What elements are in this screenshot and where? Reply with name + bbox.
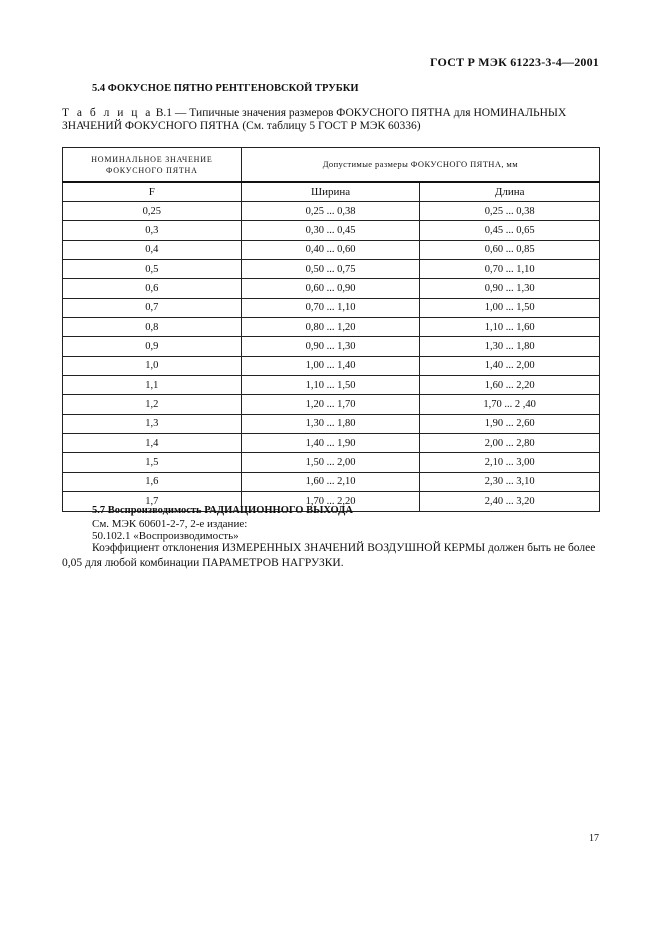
cell-nominal-f: 1,5 <box>63 453 242 472</box>
cell-length-range: 0,60 ... 0,85 <box>420 240 600 259</box>
table-row <box>63 376 600 395</box>
cell-width-range: 0,60 ... 0,90 <box>241 279 420 298</box>
cell-nominal-f: 1,4 <box>63 434 242 453</box>
table-row <box>63 202 600 221</box>
cell-width-range: 0,70 ... 1,10 <box>241 298 420 317</box>
page-number: 17 <box>589 833 599 844</box>
cell-width-range: 1,10 ... 1,50 <box>241 376 420 395</box>
cell-length-range: 2,40 ... 3,20 <box>420 492 600 511</box>
cell-width-range: 0,80 ... 1,20 <box>241 318 420 337</box>
cell-width-range: 0,90 ... 1,30 <box>241 337 420 356</box>
cell-length-range: 1,70 ... 2 ,40 <box>420 395 600 414</box>
cell-length-range: 2,00 ... 2,80 <box>420 434 600 453</box>
cell-length-range: 0,90 ... 1,30 <box>420 279 600 298</box>
section-5-4-title: 5.4 ФОКУСНОЕ ПЯТНО РЕНТГЕНОВСКОЙ ТРУБКИ <box>92 83 359 94</box>
cell-length-range: 1,60 ... 2,20 <box>420 376 600 395</box>
table-row <box>63 337 600 356</box>
table-caption-label: Т а б л и ц а <box>62 107 153 119</box>
cell-length-range: 1,10 ... 1,60 <box>420 318 600 337</box>
cell-length-range: 0,45 ... 0,65 <box>420 221 600 240</box>
cell-nominal-f: 0,9 <box>63 337 242 356</box>
table-row <box>63 472 600 491</box>
cell-nominal-f: 1,1 <box>63 376 242 395</box>
cell-width-range: 1,20 ... 1,70 <box>241 395 420 414</box>
table-caption-text: В.1 — Типичные значения размеров ФОКУСНОГО ПЯТНА для НОМИНАЛЬНЫХ ЗНАЧЕНИЙ ФОКУСНОГО ПЯТНА (См. таблицу 5 ГОСТ Р МЭК 60336) <box>62 107 567 132</box>
cell-width-range: 0,25 ... 0,38 <box>241 202 420 221</box>
cell-width-range: 1,00 ... 1,40 <box>241 356 420 375</box>
header-permissible-dimensions: Допустимые размеры ФОКУСНОГО ПЯТНА, мм <box>241 148 599 183</box>
table-row <box>63 356 600 375</box>
cell-length-range: 0,70 ... 1,10 <box>420 260 600 279</box>
header-length: Длина <box>420 182 600 202</box>
cell-length-range: 2,30 ... 3,10 <box>420 472 600 491</box>
cell-length-range: 1,90 ... 2,60 <box>420 414 600 433</box>
table-row <box>63 318 600 337</box>
table-row <box>63 298 600 317</box>
cell-width-range: 1,40 ... 1,90 <box>241 434 420 453</box>
cell-nominal-f: 0,6 <box>63 279 242 298</box>
cell-length-range: 0,25 ... 0,38 <box>420 202 600 221</box>
header-f: F <box>63 182 242 202</box>
table-row <box>63 395 600 414</box>
cell-nominal-f: 0,7 <box>63 298 242 317</box>
cell-length-range: 1,00 ... 1,50 <box>420 298 600 317</box>
header-nominal-value: НОМИНАЛЬНОЕ ЗНАЧЕНИЕ ФОКУСНОГО ПЯТНА <box>63 148 242 183</box>
cell-width-range: 0,50 ... 0,75 <box>241 260 420 279</box>
cell-nominal-f: 0,5 <box>63 260 242 279</box>
document-code-header: ГОСТ Р МЭК 61223-3-4—2001 <box>430 55 599 69</box>
cell-width-range: 1,70 ... 2,20 <box>241 492 420 511</box>
table-caption <box>62 107 600 133</box>
requirement-paragraph: Коэффициент отклонения ИЗМЕРЕННЫХ ЗНАЧЕНИЙ ВОЗДУШНОЙ КЕРМЫ должен быть не более 0,05 для любой комбинации ПАРАМЕТРОВ НАГРУЗКИ. <box>62 542 596 569</box>
cell-width-range: 1,50 ... 2,00 <box>241 453 420 472</box>
cell-width-range: 1,60 ... 2,10 <box>241 472 420 491</box>
cell-nominal-f: 1,3 <box>63 414 242 433</box>
cell-width-range: 0,40 ... 0,60 <box>241 240 420 259</box>
cell-nominal-f: 1,6 <box>63 472 242 491</box>
cell-nominal-f: 1,0 <box>63 356 242 375</box>
cell-nominal-f: 0,4 <box>63 240 242 259</box>
table-row <box>63 453 600 472</box>
table-row <box>63 279 600 298</box>
table-row <box>63 260 600 279</box>
focal-spot-table <box>62 147 600 512</box>
cell-nominal-f: 1,7 <box>63 492 242 511</box>
reference-line: См. МЭК 60601-2-7, 2-е издание: <box>92 518 248 530</box>
cell-length-range: 1,30 ... 1,80 <box>420 337 600 356</box>
table-row <box>63 240 600 259</box>
table-row <box>63 221 600 240</box>
table-row <box>63 434 600 453</box>
clause-line: 50.102.1 «Воспроизводимость» <box>92 530 239 542</box>
cell-length-range: 2,10 ... 3,00 <box>420 453 600 472</box>
section-5-7-title: 5.7 Воспроизводимость РАДИАЦИОННОГО ВЫХОДА <box>92 505 353 516</box>
cell-width-range: 1,30 ... 1,80 <box>241 414 420 433</box>
cell-nominal-f: 0,3 <box>63 221 242 240</box>
cell-nominal-f: 0,8 <box>63 318 242 337</box>
cell-width-range: 0,30 ... 0,45 <box>241 221 420 240</box>
cell-length-range: 1,40 ... 2,00 <box>420 356 600 375</box>
cell-nominal-f: 1,2 <box>63 395 242 414</box>
table-row <box>63 414 600 433</box>
cell-nominal-f: 0,25 <box>63 202 242 221</box>
header-width: Ширина <box>241 182 420 202</box>
table-body <box>63 202 600 512</box>
